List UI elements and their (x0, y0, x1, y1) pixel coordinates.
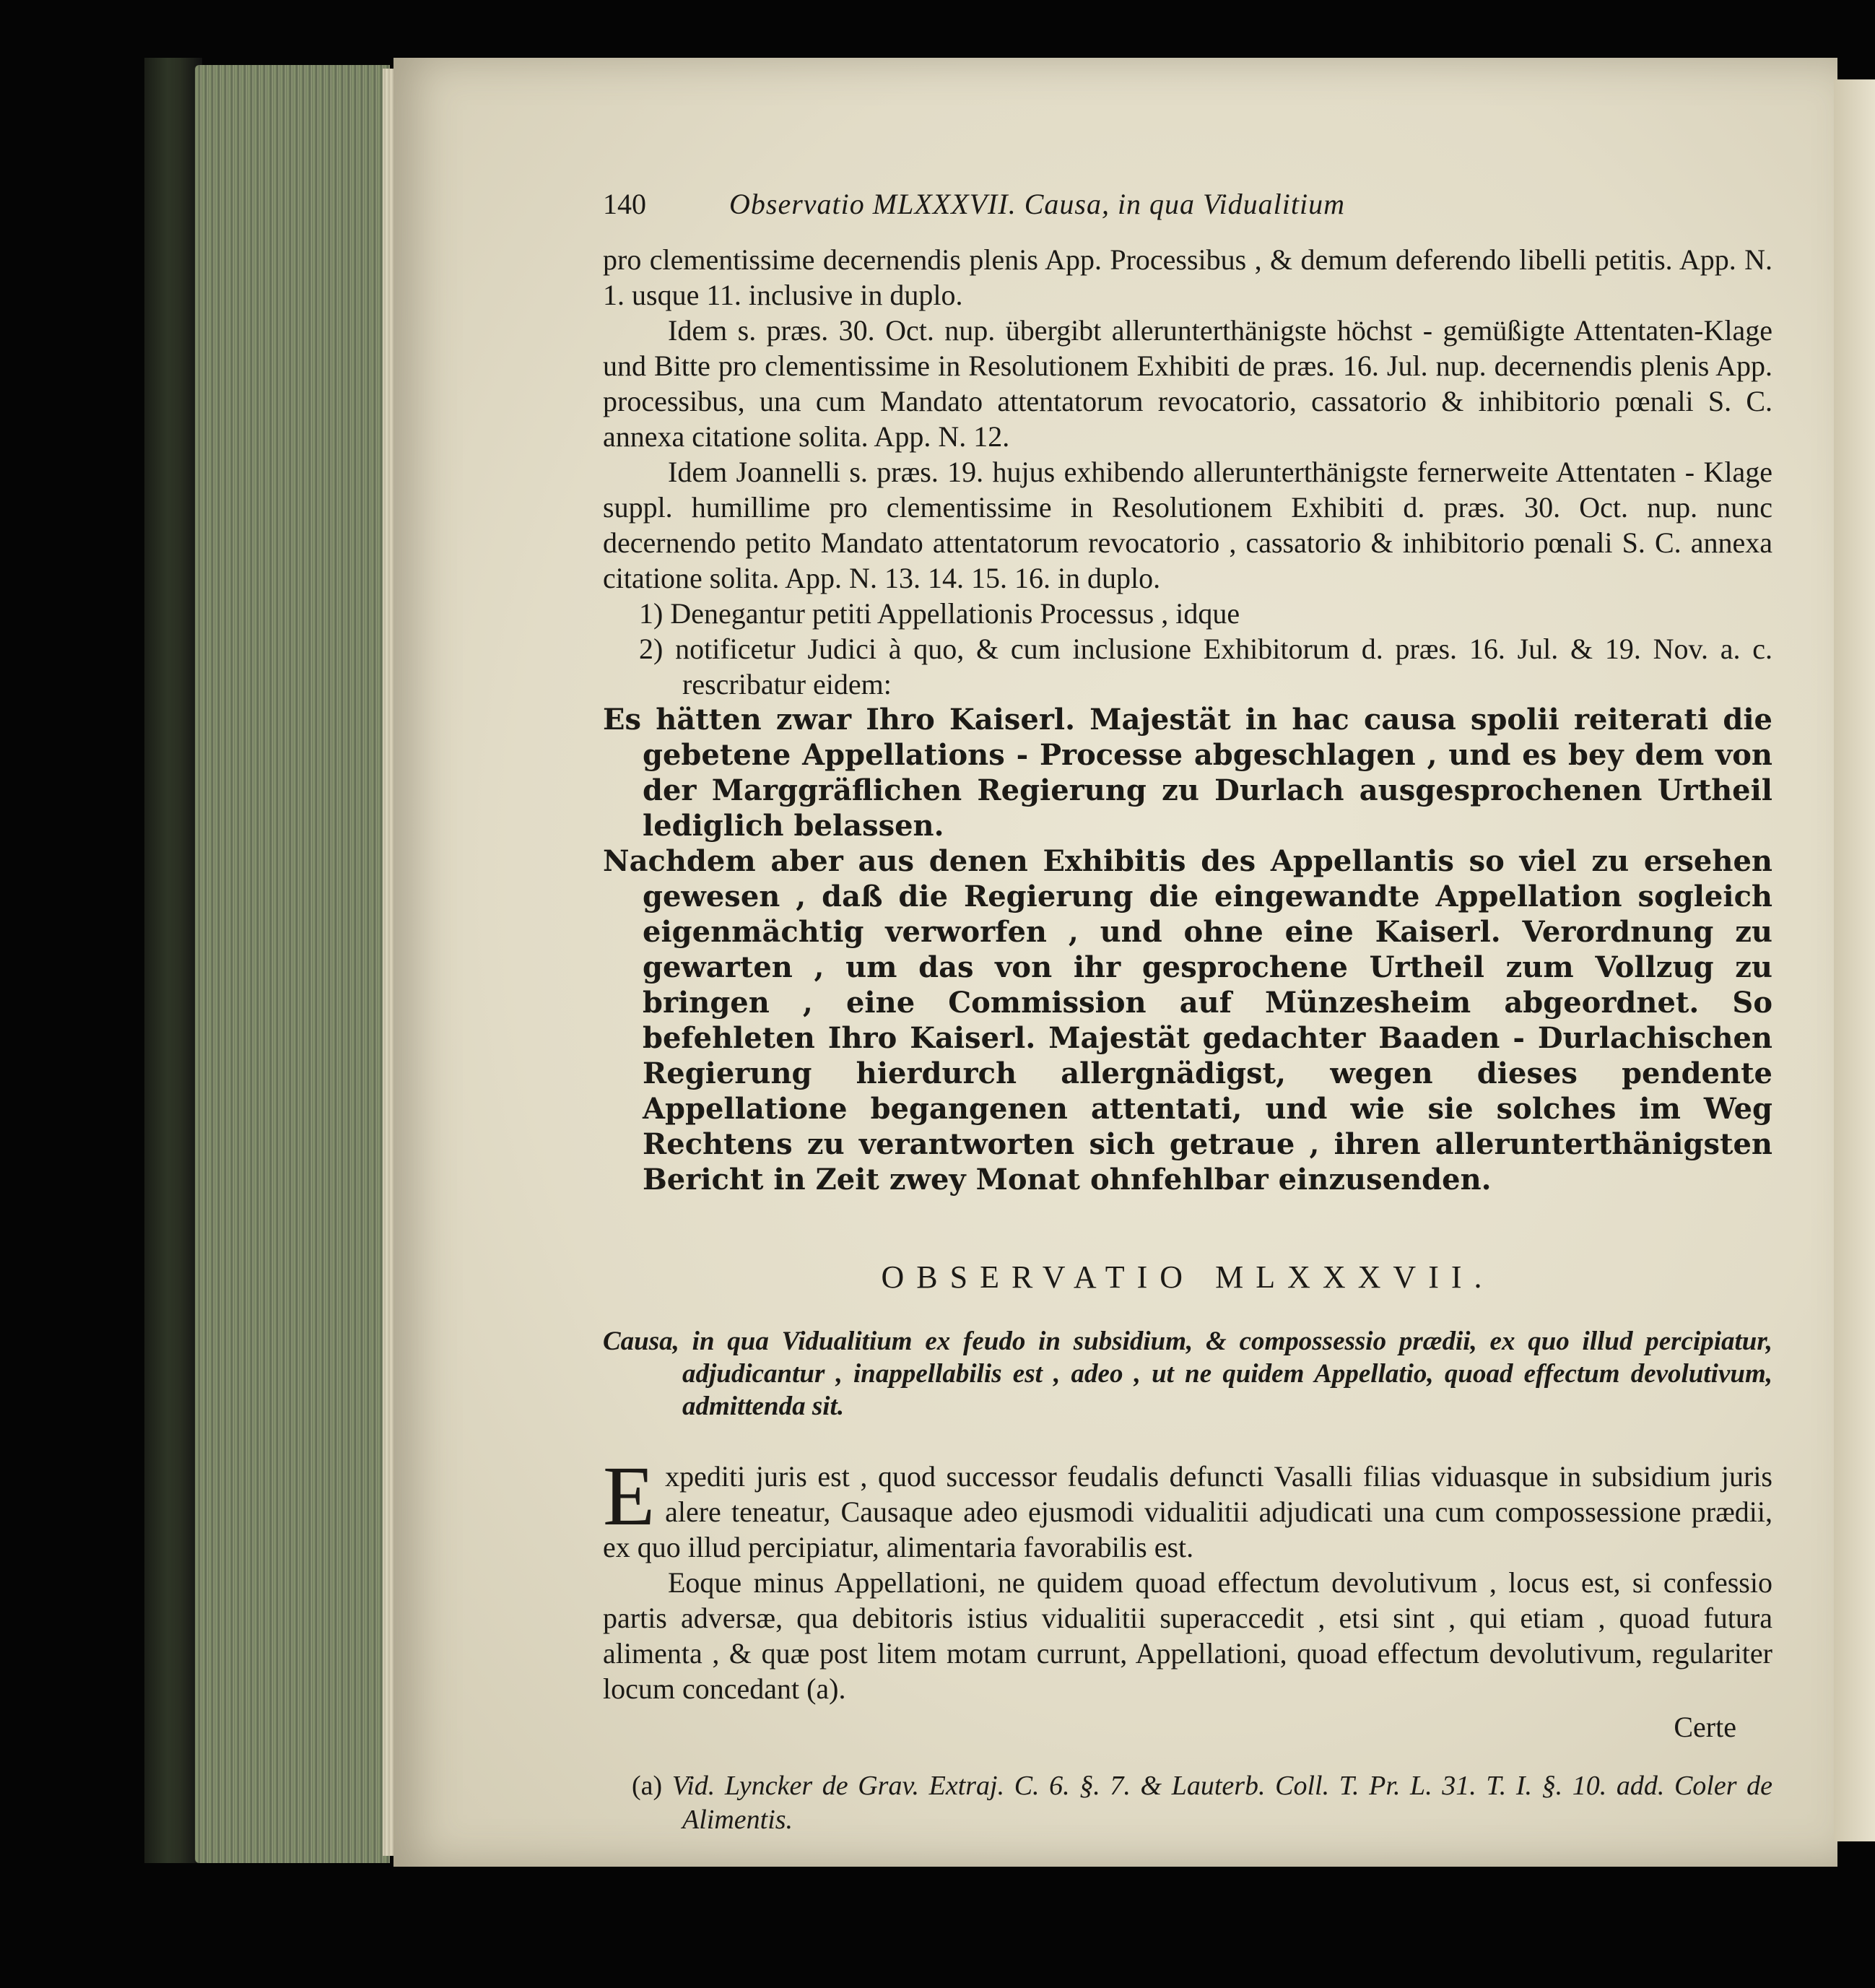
body-paragraph-1-text: xpediti juris est , quod successor feudalis defuncti Vasalli filias viduasque in subsidium juris alere teneatur, Causaque adeo ejusmodi vidualitii adjudicati una cum compossessione prædii, ex quo illud percipiatur, alimentaria favorabilis est. (603, 1460, 1772, 1563)
footnote-mark: (a) (632, 1771, 663, 1801)
paragraph-joannelli: Idem Joannelli s. præs. 19. hujus exhibendo allerunterthänigste fernerweite Attentaten - Klage suppl. humillime pro clementissime in Resolutionem Exhibiti d. præs. 30. Oct. nup. nunc decernendo petito Mandato attentatorum revocatorio , cassatorio & inhibitorio pœnali S. C. annexa citatione solita. App. N. 13. 14. 15. 16. in duplo. (603, 456, 1772, 594)
page-number: 140 (603, 188, 646, 220)
decree-paragraph-1: Es hätten zwar Ihro Kaiserl. Majestät in hac causa spolii reiterati die gebetene Appellations - Processe abgeschlagen , und es bey dem von der Marggräflichen Regierung zu Durlach ausgesprochenen Urtheil lediglich belassen. (603, 703, 1772, 843)
footnote-text: Vid. Lyncker de Grav. Extraj. C. 6. §. 7. & Lauterb. Coll. T. Pr. L. 31. T. I. §. 10. add. Coler de Alimentis. (671, 1771, 1773, 1835)
paragraph-attentaten-klage: Idem s. præs. 30. Oct. nup. übergibt allerunterthänigste höchst - gemüßigte Attentaten-Klage und Bitte pro clementissime in Resolutionem Exhibiti de præs. 16. Jul. nup. decernendis plenis App. processibus, una cum Mandato attentatorum revocatorio, cassatorio & inhibitorio pœnali S. C. annexa citatione solita. App. N. 12. (603, 314, 1772, 453)
section-summary: Causa, in qua Vidualitium ex feudo in subsidium, & compossessio prædii, ex quo illud percipiatur, adjudicantur , inappellabilis est , adeo , ut ne quidem Appellatio, quoad effectum devolutivum, admittenda sit. (603, 1327, 1772, 1421)
body-paragraph-1 (603, 1449, 1772, 1565)
facing-page-edge (1834, 79, 1875, 1841)
paragraph-continuation: pro clementissime decernendis plenis App. Processibus , & demum deferendo libelli petitis. App. N. 1. usque 11. inclusive in duplo. (603, 243, 1772, 311)
decree-paragraph-2: Nachdem aber aus denen Exhibitis des Appellantis so viel zu ersehen gewesen , daß die Regierung die eingewandte Appellation sogleich eigenmächtig verworfen , und ohne eine Kaiserl. Verordnung zu gewarten , um das von ihr gesprochene Urtheil zum Vollzug zu bringen , eine Commission auf Münzesheim abgeordnet. So befehleten Ihro Kaiserl. Majestät gedachter Baaden - Durlachischen Regierung hierdurch allergnädigst, wegen dieses pendente Appellatione begangenen attentati, und wie sie solches im Weg Rechtens zu verantworten sich getraue , ihren allerunterthänigsten Bericht in Zeit zwey Monat ohnfehlbar einzusenden. (603, 844, 1772, 1197)
footnote (603, 1769, 1772, 1837)
section-heading: OBSERVATIO MLXXXVII. (881, 1259, 1495, 1295)
running-title: Observatio MLXXXVII. Causa, in qua Vidualitium (729, 188, 1345, 220)
numbered-item-1: 1) Denegantur petiti Appellationis Processus , idque (639, 597, 1240, 630)
drop-cap: E (603, 1449, 656, 1543)
page-header (603, 186, 1772, 226)
numbered-item-2: 2) notificetur Judici à quo, & cum inclusione Exhibitorum d. præs. 16. Jul. & 19. Nov. a. c. rescribatur eidem: (639, 633, 1772, 700)
page-content (603, 186, 1772, 1837)
body-paragraph-2: Eoque minus Appellationi, ne quidem quoad effectum devolutivum , locus est, si confessio partis adversæ, qua debitoris istius vidualitii superaccedit , etsi sint , qui etiam , quoad futura alimenta , & quæ post litem motam currunt, Appellationi, quoad effectum devolutivum, regulariter locum concedant (a). (603, 1566, 1772, 1705)
book-spine (144, 58, 202, 1863)
page-edges (195, 65, 390, 1863)
catchword: Certe (1674, 1711, 1736, 1743)
